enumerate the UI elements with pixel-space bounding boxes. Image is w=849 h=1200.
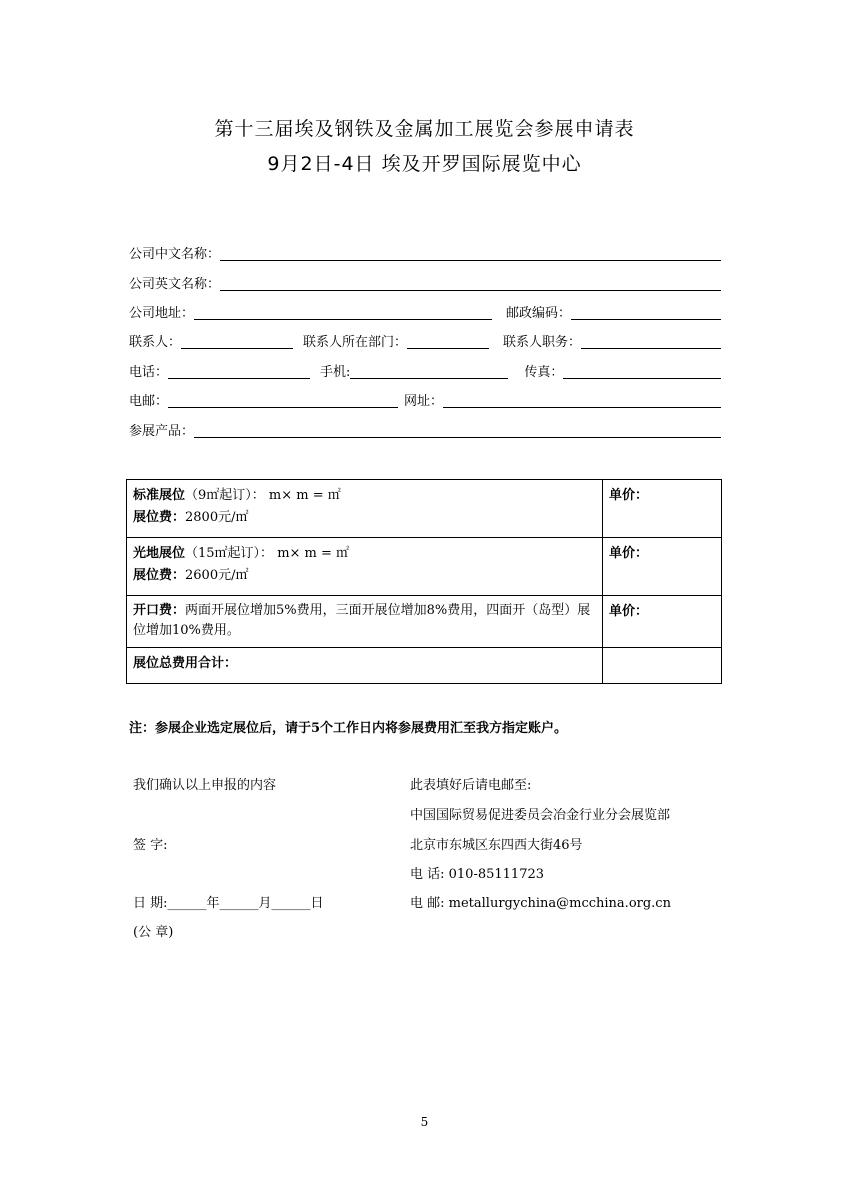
company-en-row [129, 273, 721, 293]
products-row [129, 420, 721, 440]
space-fee-value: 2600元/㎡ [185, 568, 249, 583]
date-field[interactable]: 日 期:______年______月______日 [133, 896, 324, 911]
position-label: 联系人职务： [503, 335, 582, 350]
phone-row [129, 361, 721, 381]
email-row [129, 390, 721, 410]
phone-blank[interactable] [168, 364, 310, 379]
standard-booth-spec: （9㎡起订）： m× m = ㎡ [185, 488, 341, 503]
products-blank[interactable] [194, 423, 721, 438]
department-blank[interactable] [407, 334, 489, 349]
fax-blank[interactable] [563, 364, 721, 379]
postcode-blank[interactable] [571, 305, 721, 320]
total-value[interactable] [603, 648, 722, 684]
contact-row [129, 331, 721, 351]
signature-field[interactable]: 签 字: [133, 838, 168, 853]
space-booth-spec: （15㎡起订）： m× m = ㎡ [185, 546, 350, 561]
address-row [129, 302, 721, 322]
website-blank[interactable] [443, 393, 721, 408]
website-label: 网址： [404, 394, 444, 409]
address-label: 公司地址： [129, 306, 195, 321]
total-label: 展位总费用合计： [127, 648, 603, 684]
total-row [127, 648, 722, 684]
contact-blank[interactable] [181, 334, 293, 349]
email-label: 电邮： [129, 394, 169, 409]
postcode-label: 邮政编码： [506, 306, 572, 321]
form-title: 第十三届埃及钢铁及金属加工展览会参展申请表 [214, 118, 635, 140]
standard-unit-price: 单价： [603, 480, 722, 538]
fax-label: 传真： [524, 365, 564, 380]
send-to-intro: 此表填好后请电邮至: [410, 778, 532, 793]
email-blank[interactable] [168, 393, 398, 408]
payment-note: 注：参展企业选定展位后，请于5个工作日内将参展费用汇至我方指定账户。 [129, 721, 568, 736]
company-en-label: 公司英文名称： [129, 277, 221, 292]
open-fee-cell [127, 596, 603, 648]
open-fee-row [127, 596, 722, 648]
mobile-blank[interactable] [350, 364, 508, 379]
standard-fee-label: 展位费： [133, 510, 186, 525]
space-booth-row [127, 538, 722, 596]
company-cn-row [129, 243, 721, 263]
position-blank[interactable] [581, 334, 721, 349]
seal-label: (公 章) [133, 925, 174, 940]
contact-label: 联系人： [129, 335, 182, 350]
standard-fee-value: 2800元/㎡ [185, 510, 249, 525]
page-number: 5 [420, 1115, 429, 1129]
space-fee-label: 展位费： [133, 568, 186, 583]
send-to-email: 电 邮: metallurgychina@mcchina.org.cn [410, 896, 671, 911]
space-unit-price: 单价： [603, 538, 722, 596]
company-cn-blank[interactable] [220, 246, 721, 261]
fee-table [126, 479, 722, 684]
standard-booth-row [127, 480, 722, 538]
company-en-blank[interactable] [220, 276, 721, 291]
address-blank[interactable] [194, 305, 492, 320]
standard-booth-label: 标准展位 [133, 488, 186, 503]
send-to-phone: 电 话: 010-85111723 [410, 867, 545, 882]
form-subtitle: 9月2日-4日 埃及开罗国际展览中心 [267, 153, 582, 175]
standard-booth-cell [127, 480, 603, 538]
products-label: 参展产品： [129, 424, 195, 439]
open-fee-label: 开口费： [133, 603, 186, 618]
open-fee-desc: 两面开展位增加5%费用，三面开展位增加8%费用，四面开（岛型）展位增加10%费用。 [133, 603, 591, 638]
department-label: 联系人所在部门： [303, 335, 408, 350]
space-booth-cell [127, 538, 603, 596]
company-cn-label: 公司中文名称： [129, 247, 221, 262]
confirm-statement: 我们确认以上申报的内容 [133, 778, 277, 793]
space-booth-label: 光地展位 [133, 546, 186, 561]
send-to-address: 北京市东城区东四西大街46号 [410, 838, 583, 853]
send-to-org: 中国国际贸易促进委员会冶金行业分会展览部 [410, 808, 671, 823]
open-unit-price: 单价： [603, 596, 722, 648]
mobile-label: 手机: [320, 365, 351, 380]
phone-label: 电话： [129, 365, 169, 380]
